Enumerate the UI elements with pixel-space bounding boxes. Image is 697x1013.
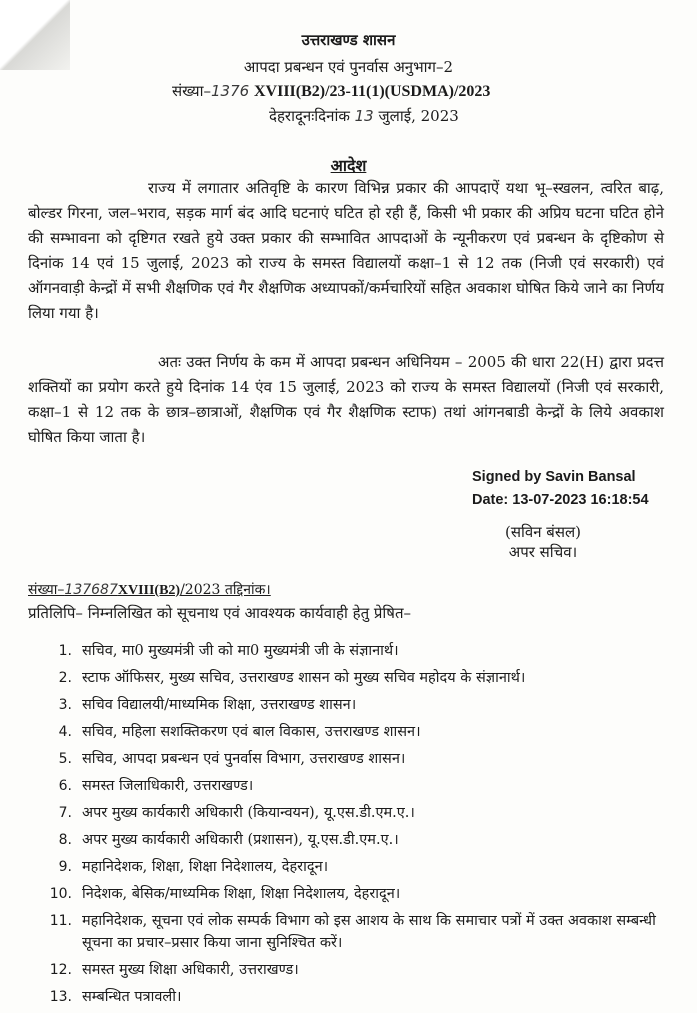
list-item xyxy=(28,748,668,770)
list-item-number: 1. xyxy=(58,643,72,659)
list-item-number: 9. xyxy=(58,859,72,875)
signatory-designation: अपर सचिव। xyxy=(508,543,578,561)
list-item-text: सचिव, मा0 मुख्यमंत्री जी को मा0 मुख्यमंत्री जी के संज्ञानार्थ। xyxy=(82,643,399,659)
list-item xyxy=(28,856,668,878)
copy-recipient-list xyxy=(28,640,668,1013)
reference-handwritten-number: 1376 xyxy=(211,82,250,100)
list-item-text: समस्त जिलाधिकारी, उत्तराखण्ड। xyxy=(82,778,254,794)
copy-reference-number xyxy=(28,580,271,599)
list-item-text: सचिव, महिला सशक्तिकरण एवं बाल विकास, उत्तराखण्ड शासन। xyxy=(82,724,421,740)
list-item-text: स्टाफ ऑफिसर, मुख्य सचिव, उत्तराखण्ड शासन को मुख्य सचिव महोदय के संज्ञानार्थ। xyxy=(82,670,526,686)
date-handwritten-day: 13 xyxy=(354,107,374,125)
date-prefix: देहरादूनःदिनांक xyxy=(269,107,350,125)
list-item-text: सचिव विद्यालयी/माध्यमिक शिक्षा, उत्तराखण्ड शासन। xyxy=(82,697,357,713)
list-item xyxy=(28,910,668,954)
list-item-text: निदेशक, बेसिक/माध्यमिक शिक्षा, शिक्षा निदेशालय, देहरादून। xyxy=(82,886,401,902)
reference-code: XVIII(B2)/23-11(1)(USDMA)/2023 xyxy=(253,83,491,100)
signature-date: Date: 13-07-2023 16:18:54 xyxy=(472,492,649,508)
list-item xyxy=(28,802,668,824)
list-item-number: 12. xyxy=(49,962,72,978)
order-paragraph-2: अतः उक्त निर्णय के कम में आपदा प्रबन्धन अधिनियम – 2005 की धारा 22(H) द्वारा प्रदत्त शक्तियों का प्रयोग करते हुये दिनांक 14 एंव 15 जुलाई, 2023 को राज्य के समस्त विद्यालयों (निजी एवं सरकारी, कक्षा–1 से 12 तक के छात्र–छात्राओं, शैक्षणिक एवं गैर शैक्षणिक स्टाफ) तथां आंगनबाडी केन्द्रों के लिये अवकाश घोषित किया जाता है। xyxy=(28,353,664,446)
reference-number xyxy=(172,81,490,101)
list-item-number: 13. xyxy=(49,989,72,1005)
signed-by: Signed by Savin Bansal xyxy=(472,469,636,485)
list-item xyxy=(28,959,668,981)
reference-prefix: संख्या– xyxy=(172,82,212,100)
list-item-number: 11. xyxy=(49,913,72,929)
list-item-number: 3. xyxy=(58,697,72,713)
copy-reference-handwritten-number: 137687 xyxy=(64,582,118,598)
list-item-text: सम्बन्धित पत्रावली। xyxy=(82,989,182,1005)
list-item xyxy=(28,829,668,851)
list-item xyxy=(28,667,668,689)
list-item-text: अपर मुख्य कार्यकारी अधिकारी (कियान्वयन), यू.एस.डी.एम.ए.। xyxy=(82,805,415,821)
list-item-number: 4. xyxy=(58,724,72,740)
order-title-text: आदेश xyxy=(330,156,367,175)
list-item xyxy=(28,883,668,905)
digital-signature-block xyxy=(472,466,649,512)
date-line xyxy=(269,106,459,126)
list-item-number: 2. xyxy=(58,670,72,686)
list-item-text: महानिदेशक, सूचना एवं लोक सम्पर्क विभाग को इस आशय के साथ कि समाचार पत्रों में उक्त अवकाश सम्बन्धी सूचना का प्रचार–प्रसार किया जाना सुनिश्चित करें। xyxy=(82,913,656,951)
signatory-name: (सविन बंसल) xyxy=(505,523,582,541)
list-item-text: अपर मुख्य कार्यकारी अधिकारी (प्रशासन), यू.एस.डी.एम.ए.। xyxy=(82,832,399,848)
department-heading: आपदा प्रबन्धन एवं पुनर्वास अनुभाग–2 xyxy=(243,58,454,76)
list-item xyxy=(28,694,668,716)
signatory-block xyxy=(505,522,581,562)
list-item-number: 8. xyxy=(58,832,72,848)
copy-reference-prefix: संख्या– xyxy=(28,582,65,598)
list-item-number: 7. xyxy=(58,805,72,821)
copy-reference-code: XVIII(B2) xyxy=(117,583,181,598)
list-item-text: सचिव, आपदा प्रबन्धन एवं पुनर्वास विभाग, उत्तराखण्ड शासन। xyxy=(82,751,406,767)
list-item-text: महानिदेशक, शिक्षा, शिक्षा निदेशालय, देहरादून। xyxy=(82,859,329,875)
list-item-number: 5. xyxy=(58,751,72,767)
order-title xyxy=(0,154,697,176)
list-item xyxy=(28,775,668,797)
copy-reference-suffix: /2023 तद्दिनांक। xyxy=(180,582,271,598)
list-item xyxy=(28,986,668,1008)
date-suffix: जुलाई, 2023 xyxy=(378,107,459,125)
copy-reference-line xyxy=(28,582,271,598)
list-item xyxy=(28,640,668,662)
government-heading: उत्तराखण्ड शासन xyxy=(301,31,396,49)
list-item-number: 10. xyxy=(49,886,72,902)
list-item xyxy=(28,721,668,743)
order-paragraph-1: राज्य में लगातार अतिवृष्टि के कारण विभिन्न प्रकार की आपदाऐं यथा भू–स्खलन, त्वरित बाढ़, बोल्डर गिरना, जल–भराव, सड़क मार्ग बंद आदि घटनाएं घटित हो रही हैं, किसी भी प्रकार की अप्रिय घटना घटित होने की सम्भावना को दृष्टिगत रखते हुये उक्त प्रकार की सम्भावित आपदाओं के न्यूनीकरण एवं प्रबन्धन के दृष्टिकोण से दिनांक 14 एवं 15 जुलाई, 2023 को राज्य के समस्त विद्यालयों कक्षा–1 से 12 तक (निजी एवं सरकारी) एवं ऑगनवाड़ी केन्द्रों में सभी शैक्षणिक एवं गैर शैक्षणिक अध्यापकों/कर्मचारियों सहित अवकाश घोषित किये जाने का निर्णय लिया गया है। xyxy=(28,179,664,322)
list-item-text: समस्त मुख्य शिक्षा अधिकारी, उत्तराखण्ड। xyxy=(82,962,299,978)
copy-intro: प्रतिलिपि– निम्नलिखित को सूचनाथ एवं आवश्यक कार्यवाही हेतु प्रेषित– xyxy=(28,604,412,622)
list-item-number: 6. xyxy=(58,778,72,794)
